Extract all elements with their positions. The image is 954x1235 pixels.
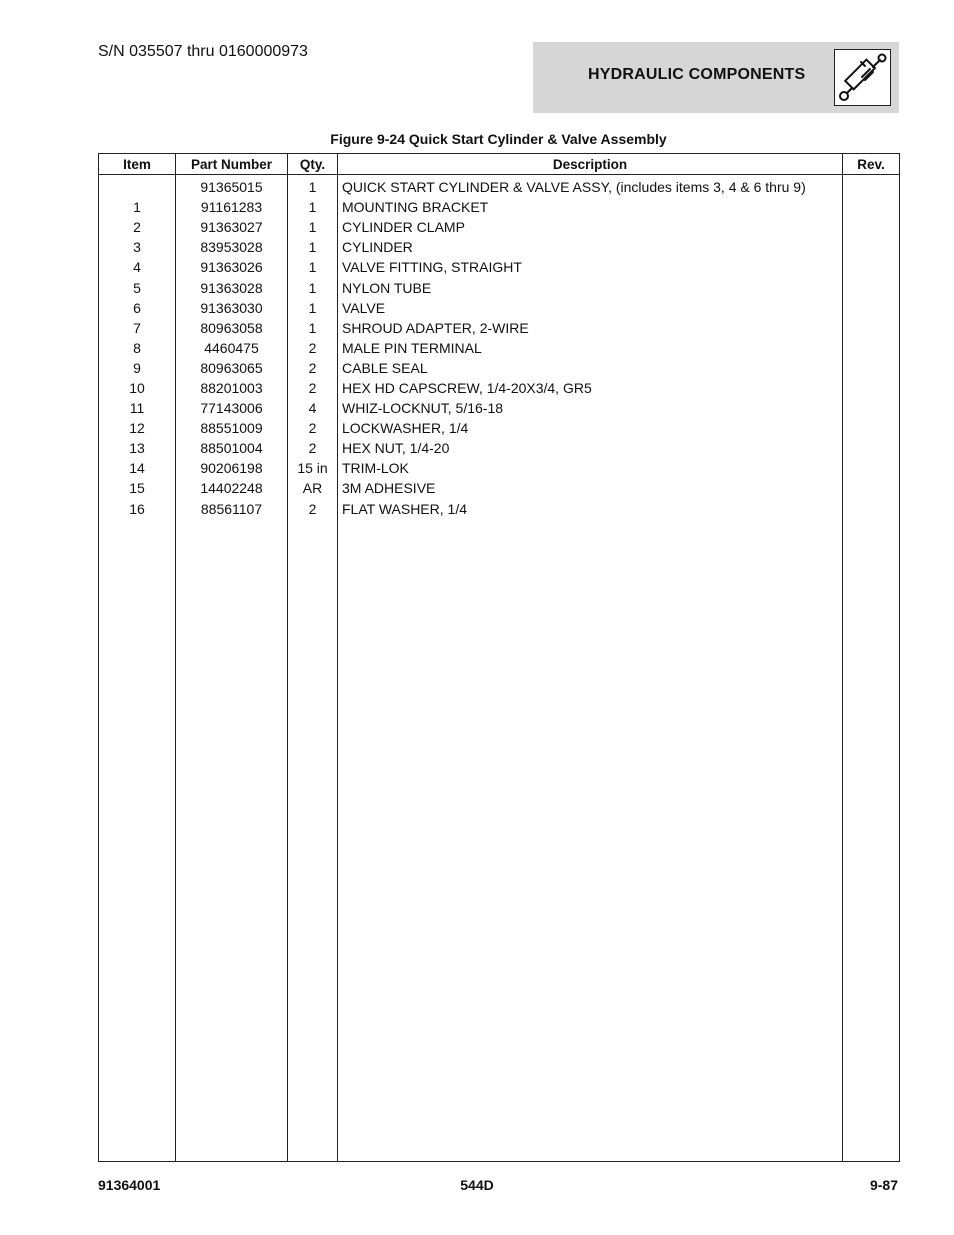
cell-part-number: 80963058 bbox=[176, 318, 288, 338]
parts-table bbox=[98, 153, 900, 1162]
cell-item: 16 bbox=[99, 499, 176, 519]
table-row bbox=[99, 318, 900, 338]
table-row bbox=[99, 177, 900, 197]
table-row bbox=[99, 237, 900, 257]
col-header-qty: Qty. bbox=[288, 154, 338, 175]
cell-part-number: 88551009 bbox=[176, 418, 288, 438]
cell-rev bbox=[843, 499, 900, 519]
cell-item: 5 bbox=[99, 277, 176, 297]
cell-description: SHROUD ADAPTER, 2-WIRE bbox=[338, 318, 843, 338]
table-row bbox=[99, 197, 900, 217]
cell-item: 9 bbox=[99, 358, 176, 378]
cell-description: MALE PIN TERMINAL bbox=[338, 338, 843, 358]
cell-qty: 1 bbox=[288, 298, 338, 318]
cell-item: 15 bbox=[99, 478, 176, 498]
cell-item: 2 bbox=[99, 217, 176, 237]
cell-qty: 1 bbox=[288, 197, 338, 217]
cell-part-number: 90206198 bbox=[176, 458, 288, 478]
cell-item: 7 bbox=[99, 318, 176, 338]
cell-part-number: 88201003 bbox=[176, 378, 288, 398]
table-row bbox=[99, 217, 900, 237]
cell-qty: 1 bbox=[288, 177, 338, 197]
cell-item: 6 bbox=[99, 298, 176, 318]
table-row bbox=[99, 257, 900, 277]
cell-part-number: 91161283 bbox=[176, 197, 288, 217]
cell-description: TRIM-LOK bbox=[338, 458, 843, 478]
cell-description: HEX HD CAPSCREW, 1/4-20X3/4, GR5 bbox=[338, 378, 843, 398]
cell-item: 14 bbox=[99, 458, 176, 478]
cell-rev bbox=[843, 398, 900, 418]
cell-rev bbox=[843, 197, 900, 217]
cell-part-number: 91365015 bbox=[176, 177, 288, 197]
cell-rev bbox=[843, 418, 900, 438]
cell-part-number: 91363027 bbox=[176, 217, 288, 237]
cell-qty: 2 bbox=[288, 378, 338, 398]
cell-rev bbox=[843, 217, 900, 237]
cell-item bbox=[99, 177, 176, 197]
cell-part-number: 83953028 bbox=[176, 237, 288, 257]
cell-description: QUICK START CYLINDER & VALVE ASSY, (includes items 3, 4 & 6 thru 9) bbox=[338, 177, 843, 197]
cell-description: LOCKWASHER, 1/4 bbox=[338, 418, 843, 438]
cell-description: VALVE FITTING, STRAIGHT bbox=[338, 257, 843, 277]
section-title: HYDRAULIC COMPONENTS bbox=[588, 66, 806, 83]
table-row bbox=[99, 358, 900, 378]
cell-description: NYLON TUBE bbox=[338, 277, 843, 297]
table-row bbox=[99, 458, 900, 478]
cell-qty: 1 bbox=[288, 217, 338, 237]
cell-item: 12 bbox=[99, 418, 176, 438]
cell-item: 10 bbox=[99, 378, 176, 398]
cell-item: 13 bbox=[99, 438, 176, 458]
footer-model: 544D bbox=[460, 1177, 494, 1193]
hydraulic-cylinder-icon bbox=[834, 49, 891, 106]
footer-page-number: 9-87 bbox=[869, 1177, 898, 1193]
cell-rev bbox=[843, 438, 900, 458]
table-filler bbox=[99, 519, 900, 1162]
table-row bbox=[99, 478, 900, 498]
cell-qty: 2 bbox=[288, 499, 338, 519]
table-row bbox=[99, 338, 900, 358]
cell-qty: 1 bbox=[288, 237, 338, 257]
cell-part-number: 88501004 bbox=[176, 438, 288, 458]
cell-qty: AR bbox=[288, 478, 338, 498]
cell-description: VALVE bbox=[338, 298, 843, 318]
cell-item: 1 bbox=[99, 197, 176, 217]
cell-rev bbox=[843, 318, 900, 338]
cell-qty: 2 bbox=[288, 438, 338, 458]
cell-rev bbox=[843, 237, 900, 257]
cell-description: WHIZ-LOCKNUT, 5/16-18 bbox=[338, 398, 843, 418]
cell-qty: 2 bbox=[288, 418, 338, 438]
col-header-description: Description bbox=[338, 154, 843, 175]
cell-part-number: 91363030 bbox=[176, 298, 288, 318]
cell-part-number: 91363026 bbox=[176, 257, 288, 277]
cell-part-number: 4460475 bbox=[176, 338, 288, 358]
cell-description: FLAT WASHER, 1/4 bbox=[338, 499, 843, 519]
table-row bbox=[99, 499, 900, 519]
cell-rev bbox=[843, 298, 900, 318]
table-row bbox=[99, 438, 900, 458]
parts-table-body bbox=[99, 175, 900, 1162]
col-header-item: Item bbox=[99, 154, 176, 175]
cell-rev bbox=[843, 277, 900, 297]
table-row bbox=[99, 298, 900, 318]
cell-item: 8 bbox=[99, 338, 176, 358]
cell-qty: 2 bbox=[288, 338, 338, 358]
cell-description: CYLINDER bbox=[338, 237, 843, 257]
cell-description: CYLINDER CLAMP bbox=[338, 217, 843, 237]
cell-rev bbox=[843, 378, 900, 398]
col-header-part-number: Part Number bbox=[176, 154, 288, 175]
cell-rev bbox=[843, 458, 900, 478]
table-row bbox=[99, 277, 900, 297]
cell-rev bbox=[843, 478, 900, 498]
section-header bbox=[533, 42, 899, 113]
cell-part-number: 91363028 bbox=[176, 277, 288, 297]
cell-part-number: 77143006 bbox=[176, 398, 288, 418]
table-row bbox=[99, 398, 900, 418]
cell-part-number: 80963065 bbox=[176, 358, 288, 378]
cell-item: 11 bbox=[99, 398, 176, 418]
cell-description: HEX NUT, 1/4-20 bbox=[338, 438, 843, 458]
cell-description: MOUNTING BRACKET bbox=[338, 197, 843, 217]
figure-title: Figure 9-24 Quick Start Cylinder & Valve Assembly bbox=[330, 131, 667, 147]
cell-qty: 2 bbox=[288, 358, 338, 378]
cell-qty: 4 bbox=[288, 398, 338, 418]
serial-range: S/N 035507 thru 0160000973 bbox=[98, 43, 308, 60]
cell-rev bbox=[843, 338, 900, 358]
footer-doc-number: 91364001 bbox=[98, 1177, 161, 1193]
cell-item: 3 bbox=[99, 237, 176, 257]
cell-qty: 1 bbox=[288, 277, 338, 297]
cell-rev bbox=[843, 257, 900, 277]
col-header-rev: Rev. bbox=[843, 154, 900, 175]
cell-qty: 1 bbox=[288, 257, 338, 277]
cell-part-number: 88561107 bbox=[176, 499, 288, 519]
table-row bbox=[99, 378, 900, 398]
cell-part-number: 14402248 bbox=[176, 478, 288, 498]
cell-qty: 1 bbox=[288, 318, 338, 338]
table-row bbox=[99, 418, 900, 438]
cell-qty: 15 in bbox=[288, 458, 338, 478]
cell-description: CABLE SEAL bbox=[338, 358, 843, 378]
cell-rev bbox=[843, 177, 900, 197]
cell-rev bbox=[843, 358, 900, 378]
cell-item: 4 bbox=[99, 257, 176, 277]
table-header-row bbox=[99, 154, 900, 175]
cell-description: 3M ADHESIVE bbox=[338, 478, 843, 498]
